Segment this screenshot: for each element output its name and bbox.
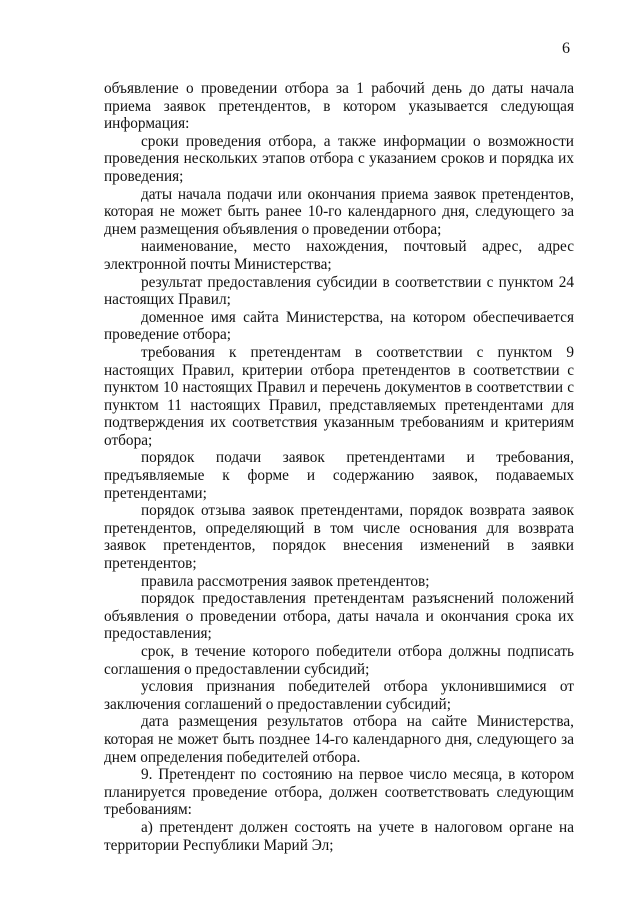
paragraph: порядок отзыва заявок претендентами, порядок возврата заявок претендентов, определяющий в том числе основания для возврата заявок претендентов, порядок внесения изменений в заявки претендентов; <box>104 502 574 573</box>
paragraph: дата размещения результатов отбора на сайте Министерства, которая не может быть позднее 14-го календарного дня, следующего за днем определения победителей отбора. <box>104 713 574 766</box>
paragraph: условия признания победителей отбора уклонившимися от заключения соглашений о предоставлении субсидий; <box>104 678 574 713</box>
paragraph: даты начала подачи или окончания приема заявок претендентов, которая не может быть ранее 10-го календарного дня, следующего за днем размещения объявления о проведении отбора; <box>104 185 574 238</box>
paragraph: правила рассмотрения заявок претендентов; <box>141 572 430 590</box>
paragraph: доменное имя сайта Министерства, на котором обеспечивается проведение отбора; <box>104 308 574 344</box>
paragraph: объявление о проведении отбора за 1 рабочий день до даты начала приема заявок претендентов, в котором указывается следующая информация: <box>104 80 574 133</box>
paragraph: требования к претендентам в соответствии с пунктом 9 настоящих Правил, критерии отбора претендентов в соответствии с пунктом 10 настоящих Правил и перечень документов в соответствии с пунктом 11 настоящих Правил, представляемых претендентами для подтверждения их соответствия указанным требованиям и критериям отбора; <box>104 343 574 449</box>
paragraph: результат предоставления субсидии в соответствии с пунктом 24 настоящих Правил; <box>104 273 574 309</box>
page-number: 6 <box>562 40 570 57</box>
paragraph: а) претендент должен состоять на учете в налоговом органе на территории Республики Марий Эл; <box>104 818 574 854</box>
paragraph: сроки проведения отбора, а также информации о возможности проведения нескольких этапов отбора с указанием сроков и порядка их проведения; <box>104 132 574 185</box>
paragraph: 9. Претендент по состоянию на первое число месяца, в котором планируется проведение отбора, должен соответствовать следующим требованиям: <box>104 766 574 819</box>
document-body <box>104 80 574 854</box>
paragraph: срок, в течение которого победители отбора должны подписать соглашения о предоставлении субсидий; <box>104 643 574 678</box>
paragraph: наименование, место нахождения, почтовый адрес, адрес электронной почты Министерства; <box>104 238 574 273</box>
paragraph: порядок подачи заявок претендентами и требования, предъявляемые к форме и содержанию заявок, подаваемых претендентами; <box>104 449 574 502</box>
paragraph: порядок предоставления претендентам разъяснений положений объявления о проведении отбора, даты начала и окончания срока их предоставления; <box>104 590 574 643</box>
